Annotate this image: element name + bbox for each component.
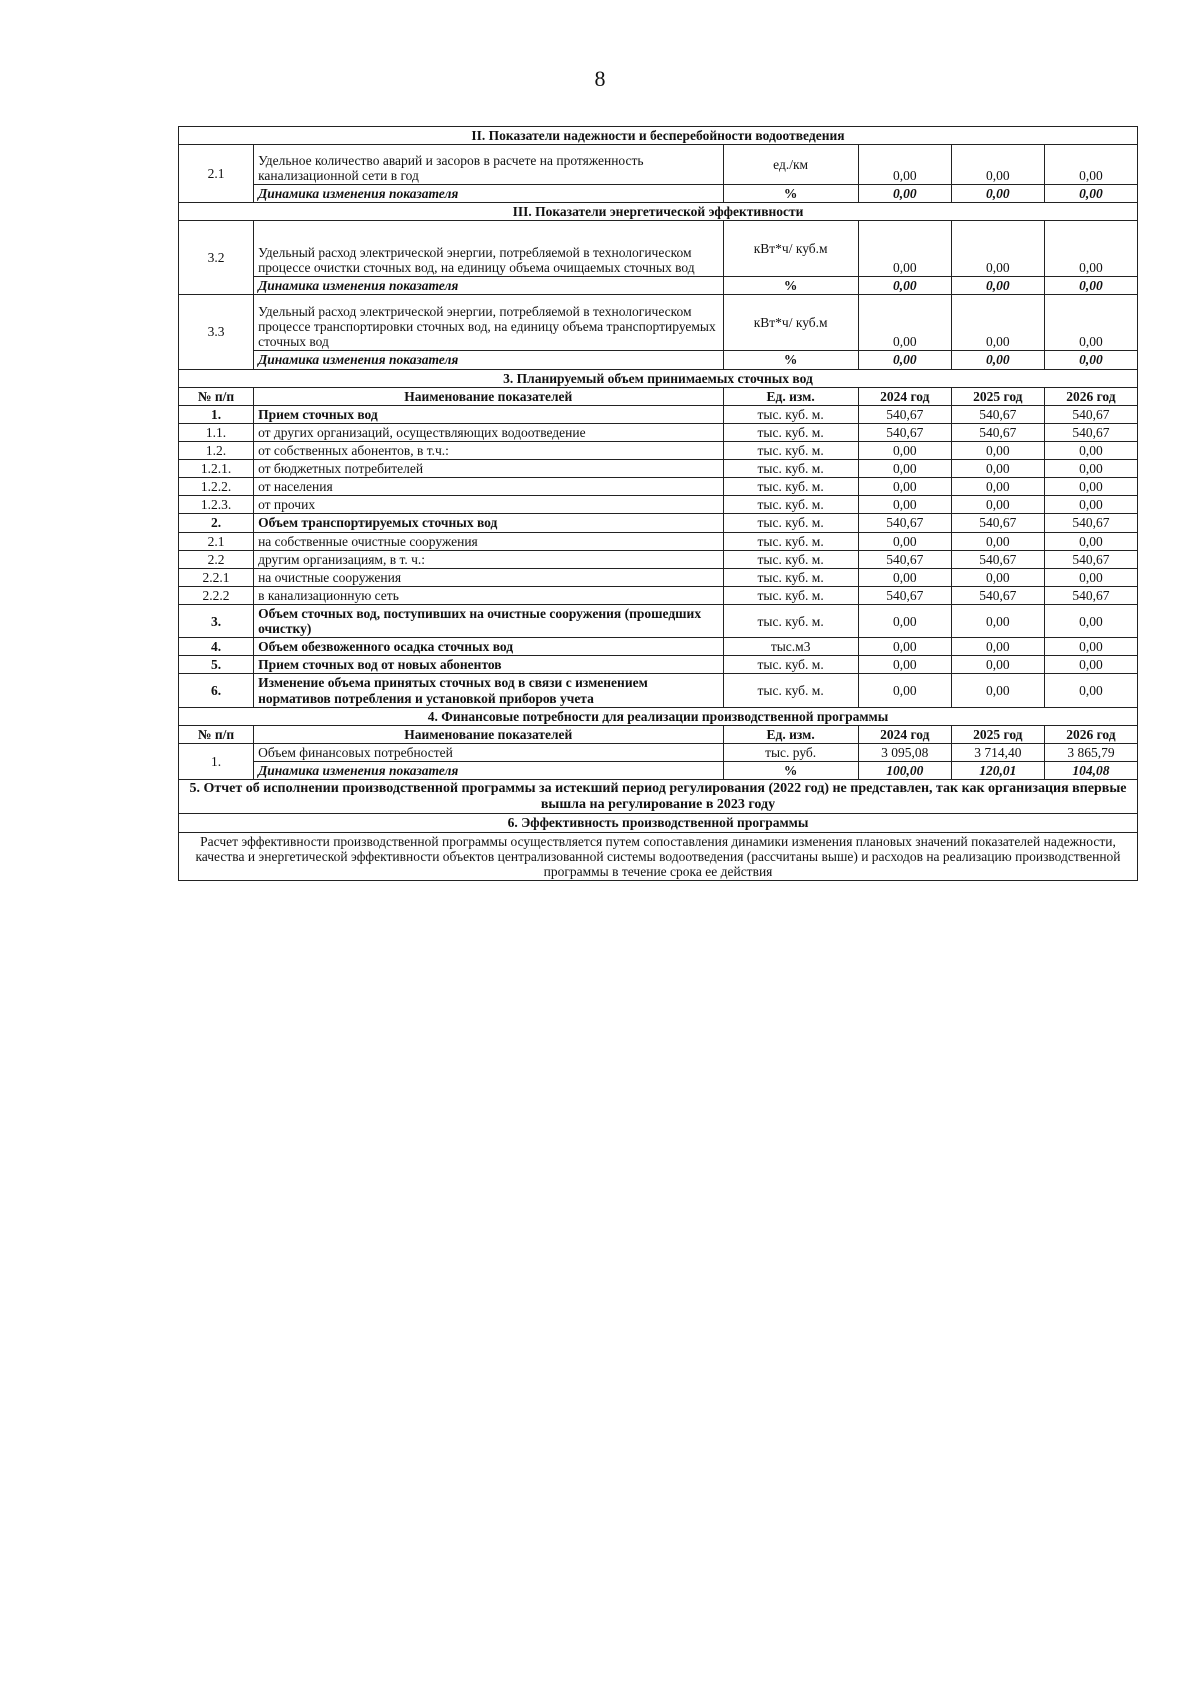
value-2026: 0,00 [1044, 277, 1137, 295]
value-2025: 0,00 [951, 496, 1044, 514]
value-2026: 0,00 [1044, 604, 1137, 637]
value-2025: 0,00 [951, 656, 1044, 674]
table-row [179, 496, 1138, 514]
table-row [179, 478, 1138, 496]
value-2025: 0,00 [951, 478, 1044, 496]
table-row [179, 743, 1138, 761]
row-number: 1.2.1. [179, 460, 254, 478]
report-note: 5. Отчет об исполнении производственной программы за истекший период регулирования (2022 год) не представлен, так как организация впервые вышла на регулирование в 2023 году [179, 780, 1138, 814]
indicator-name: Удельный расход электрической энергии, потребляемой в технологическом процессе транспортировки сточных вод, на единицу объема транспортируемых сточных вод [254, 295, 723, 351]
row-number: 3. [179, 604, 254, 637]
table-row [179, 568, 1138, 586]
indicator-name: от населения [254, 478, 723, 496]
value-2024: 0,00 [858, 674, 951, 707]
column-header-row [179, 387, 1138, 405]
value-2026: 0,00 [1044, 656, 1137, 674]
value-2026: 3 865,79 [1044, 743, 1137, 761]
value-2026: 104,08 [1044, 761, 1137, 779]
indicator-name: Динамика изменения показателя [254, 351, 723, 369]
unit-cell: тыс. куб. м. [723, 532, 858, 550]
unit-cell: тыс. куб. м. [723, 514, 858, 532]
unit-cell: % [723, 185, 858, 203]
table-row [179, 656, 1138, 674]
row-number: 6. [179, 674, 254, 707]
indicator-name: от прочих [254, 496, 723, 514]
value-2026: 540,67 [1044, 405, 1137, 423]
section-title-row [179, 814, 1138, 832]
row-number: 1.2. [179, 441, 254, 459]
section-title-row [179, 369, 1138, 387]
table-row [179, 145, 1138, 185]
header-2025: 2025 год [951, 387, 1044, 405]
value-2026: 0,00 [1044, 568, 1137, 586]
value-2026: 0,00 [1044, 478, 1137, 496]
value-2025: 0,00 [951, 460, 1044, 478]
value-2025: 540,67 [951, 423, 1044, 441]
value-2024: 0,00 [858, 478, 951, 496]
value-2026: 540,67 [1044, 514, 1137, 532]
unit-cell: % [723, 351, 858, 369]
value-2026: 0,00 [1044, 532, 1137, 550]
value-2025: 0,00 [951, 277, 1044, 295]
value-2026: 540,67 [1044, 423, 1137, 441]
row-number: 3.3 [179, 295, 254, 369]
value-2026: 0,00 [1044, 351, 1137, 369]
table-row [179, 221, 1138, 277]
header-2025: 2025 год [951, 725, 1044, 743]
program-table [178, 126, 1138, 881]
value-2024: 0,00 [858, 277, 951, 295]
row-number: 1.2.3. [179, 496, 254, 514]
value-2025: 3 714,40 [951, 743, 1044, 761]
value-2024: 0,00 [858, 460, 951, 478]
efficiency-text: Расчет эффективности производственной программы осуществляется путем сопоставления динамики изменения плановых значений показателей надежности, качества и энергетической эффективности объектов централизованной системы водоотведения (рассчитаны выше) и расходов на реализацию производственной программы в течение срока ее действия [179, 832, 1138, 880]
unit-cell: тыс. куб. м. [723, 568, 858, 586]
table-row [179, 460, 1138, 478]
value-2024: 3 095,08 [858, 743, 951, 761]
indicator-name: на очистные сооружения [254, 568, 723, 586]
value-2025: 0,00 [951, 674, 1044, 707]
indicator-name: от бюджетных потребителей [254, 460, 723, 478]
value-2025: 120,01 [951, 761, 1044, 779]
indicator-name: Объем транспортируемых сточных вод [254, 514, 723, 532]
indicator-name: Объем сточных вод, поступивших на очистные сооружения (прошедших очистку) [254, 604, 723, 637]
indicator-name: другим организациям, в т. ч.: [254, 550, 723, 568]
unit-cell: тыс. куб. м. [723, 656, 858, 674]
row-number: 5. [179, 656, 254, 674]
row-number: 2.1 [179, 145, 254, 203]
table-row [179, 441, 1138, 459]
indicator-name: в канализационную сеть [254, 586, 723, 604]
report-note-row [179, 780, 1138, 814]
unit-cell: % [723, 277, 858, 295]
value-2024: 0,00 [858, 351, 951, 369]
value-2024: 0,00 [858, 145, 951, 185]
row-number: 2. [179, 514, 254, 532]
value-2025: 0,00 [951, 185, 1044, 203]
volume-rows [179, 405, 1138, 707]
unit-cell: тыс. куб. м. [723, 478, 858, 496]
unit-cell: тыс. куб. м. [723, 586, 858, 604]
value-2025: 540,67 [951, 586, 1044, 604]
section-title: III. Показатели энергетической эффективности [179, 203, 1138, 221]
column-header-row [179, 725, 1138, 743]
header-num: № п/п [179, 725, 254, 743]
header-2026: 2026 год [1044, 725, 1137, 743]
section-title: 3. Планируемый объем принимаемых сточных вод [179, 369, 1138, 387]
unit-cell: кВт*ч/ куб.м [723, 221, 858, 277]
value-2025: 0,00 [951, 441, 1044, 459]
value-2026: 540,67 [1044, 550, 1137, 568]
value-2026: 0,00 [1044, 674, 1137, 707]
value-2024: 0,00 [858, 638, 951, 656]
unit-cell: тыс. куб. м. [723, 550, 858, 568]
section-title: 6. Эффективность производственной программы [179, 814, 1138, 832]
efficiency-text-row [179, 832, 1138, 880]
value-2024: 540,67 [858, 550, 951, 568]
table-row [179, 532, 1138, 550]
header-2026: 2026 год [1044, 387, 1137, 405]
table-row [179, 550, 1138, 568]
row-number: 1. [179, 405, 254, 423]
value-2025: 0,00 [951, 145, 1044, 185]
value-2024: 0,00 [858, 185, 951, 203]
value-2025: 0,00 [951, 604, 1044, 637]
value-2026: 0,00 [1044, 145, 1137, 185]
value-2024: 0,00 [858, 295, 951, 351]
value-2024: 0,00 [858, 532, 951, 550]
value-2026: 0,00 [1044, 638, 1137, 656]
value-2024: 0,00 [858, 604, 951, 637]
value-2026: 0,00 [1044, 295, 1137, 351]
value-2024: 100,00 [858, 761, 951, 779]
table-row [179, 604, 1138, 637]
unit-cell: ед./км [723, 145, 858, 185]
value-2024: 540,67 [858, 514, 951, 532]
unit-cell: тыс. руб. [723, 743, 858, 761]
unit-cell: тыс. куб. м. [723, 405, 858, 423]
unit-cell: % [723, 761, 858, 779]
value-2024: 0,00 [858, 568, 951, 586]
value-2025: 0,00 [951, 295, 1044, 351]
indicator-name: Динамика изменения показателя [254, 185, 723, 203]
dynamics-row [179, 761, 1138, 779]
table-row [179, 405, 1138, 423]
page-number: 8 [594, 66, 606, 91]
value-2024: 540,67 [858, 423, 951, 441]
indicator-name: Объем финансовых потребностей [254, 743, 723, 761]
dynamics-row [179, 277, 1138, 295]
indicator-name: от других организаций, осуществляющих водоотведение [254, 423, 723, 441]
indicator-name: Изменение объема принятых сточных вод в связи с изменением нормативов потребления и установкой приборов учета [254, 674, 723, 707]
indicator-name: Динамика изменения показателя [254, 277, 723, 295]
header-num: № п/п [179, 387, 254, 405]
table-row [179, 638, 1138, 656]
unit-cell: тыс. куб. м. [723, 441, 858, 459]
row-number: 3.2 [179, 221, 254, 295]
value-2024: 540,67 [858, 405, 951, 423]
indicator-name: Прием сточных вод от новых абонентов [254, 656, 723, 674]
header-2024: 2024 год [858, 387, 951, 405]
value-2026: 0,00 [1044, 496, 1137, 514]
value-2026: 0,00 [1044, 441, 1137, 459]
value-2025: 0,00 [951, 351, 1044, 369]
unit-cell: тыс. куб. м. [723, 604, 858, 637]
dynamics-row [179, 185, 1138, 203]
indicator-name: Удельный расход электрической энергии, потребляемой в технологическом процессе очистки сточных вод, на единицу объема очищаемых сточных вод [254, 221, 723, 277]
value-2025: 540,67 [951, 514, 1044, 532]
value-2025: 0,00 [951, 221, 1044, 277]
value-2025: 540,67 [951, 405, 1044, 423]
value-2026: 0,00 [1044, 460, 1137, 478]
table-row [179, 674, 1138, 707]
value-2025: 0,00 [951, 638, 1044, 656]
value-2024: 0,00 [858, 221, 951, 277]
value-2024: 540,67 [858, 586, 951, 604]
header-unit: Ед. изм. [723, 725, 858, 743]
indicator-name: на собственные очистные сооружения [254, 532, 723, 550]
section-title: II. Показатели надежности и бесперебойности водоотведения [179, 127, 1138, 145]
header-name: Наименование показателей [254, 387, 723, 405]
value-2026: 540,67 [1044, 586, 1137, 604]
section-title-row [179, 127, 1138, 145]
value-2024: 0,00 [858, 441, 951, 459]
indicator-name: Объем обезвоженного осадка сточных вод [254, 638, 723, 656]
value-2025: 0,00 [951, 532, 1044, 550]
section-title: 4. Финансовые потребности для реализации производственной программы [179, 707, 1138, 725]
row-number: 2.2 [179, 550, 254, 568]
value-2026: 0,00 [1044, 185, 1137, 203]
table-row [179, 423, 1138, 441]
row-number: 2.2.2 [179, 586, 254, 604]
row-number: 1.2.2. [179, 478, 254, 496]
indicator-name: от собственных абонентов, в т.ч.: [254, 441, 723, 459]
row-number: 4. [179, 638, 254, 656]
row-number: 1. [179, 743, 254, 779]
table-row [179, 514, 1138, 532]
indicator-name: Прием сточных вод [254, 405, 723, 423]
dynamics-row [179, 351, 1138, 369]
row-number: 1.1. [179, 423, 254, 441]
row-number: 2.2.1 [179, 568, 254, 586]
header-unit: Ед. изм. [723, 387, 858, 405]
table-row [179, 586, 1138, 604]
value-2025: 540,67 [951, 550, 1044, 568]
section-title-row [179, 707, 1138, 725]
value-2024: 0,00 [858, 496, 951, 514]
unit-cell: тыс. куб. м. [723, 460, 858, 478]
unit-cell: кВт*ч/ куб.м [723, 295, 858, 351]
unit-cell: тыс. куб. м. [723, 423, 858, 441]
unit-cell: тыс.м3 [723, 638, 858, 656]
header-2024: 2024 год [858, 725, 951, 743]
indicator-name: Удельное количество аварий и засоров в расчете на протяженность канализационной сети в год [254, 145, 723, 185]
indicator-name: Динамика изменения показателя [254, 761, 723, 779]
row-number: 2.1 [179, 532, 254, 550]
section-title-row [179, 203, 1138, 221]
table-row [179, 295, 1138, 351]
value-2026: 0,00 [1044, 221, 1137, 277]
header-name: Наименование показателей [254, 725, 723, 743]
unit-cell: тыс. куб. м. [723, 496, 858, 514]
value-2025: 0,00 [951, 568, 1044, 586]
value-2024: 0,00 [858, 656, 951, 674]
unit-cell: тыс. куб. м. [723, 674, 858, 707]
